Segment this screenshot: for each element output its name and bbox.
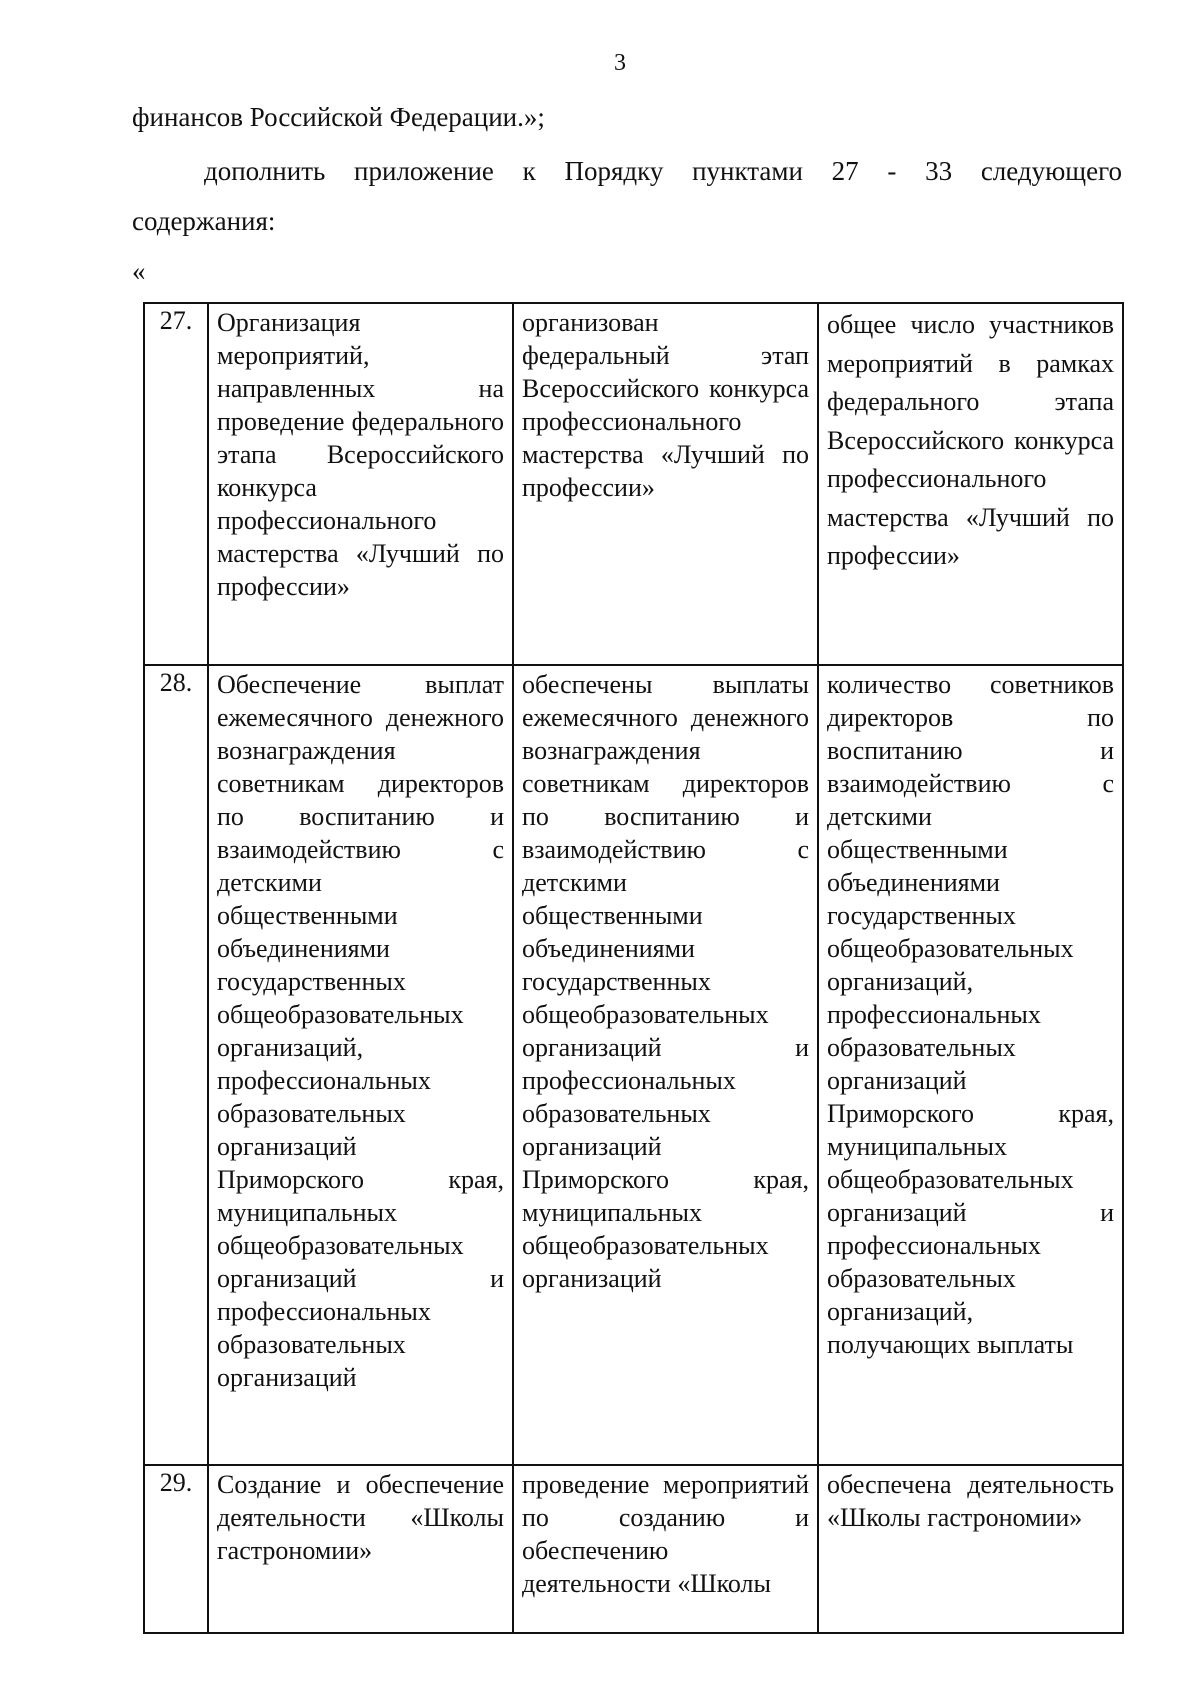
intro-line-1: финансов Российской Федерации.»; [132,102,545,132]
intro-line-2: дополнить приложение к Порядку пунктами 27 - 33 следующего [204,156,1122,186]
indicator-cell: общее число участников мероприятий в рамках федерального этапа Всероссийского конкурса профессионального мастерства «Лучший по профессии» [827,310,1114,570]
row-number: 29. [144,1465,208,1633]
result-cell: организован федеральный этап Всероссийского конкурса профессионального мастерства «Лучший по профессии» [522,308,809,502]
appendix-table [143,302,1124,1634]
event-name-cell: Обеспечение выплат ежемесячного денежного вознаграждения советникам директоров по воспитанию и взаимодействию с детскими общественными объединениями государственных общеобразовательных организаций, профессиональных образовательных организаций Приморского края, муниципальных общеобразовательных организаций и профессиональных образовательных организаций [217,670,504,1392]
result-cell: проведение мероприятий по созданию и обеспечению деятельности «Школы [522,1470,809,1598]
row-number: 28. [144,665,208,1465]
event-name-cell: Организация мероприятий, направленных на проведение федерального этапа Всероссийского конкурса профессионального мастерства «Лучший по профессии» [217,308,504,601]
row-number: 27. [144,303,208,665]
indicator-cell: количество советников директоров по воспитанию и взаимодействию с детскими общественными объединениями государственных общеобразовательных организаций, профессиональных образовательных организаций Приморского края, муниципальных общеобразовательных организаций и профессиональных образовательных организаций, получающих выплаты [827,670,1114,1359]
table-row [144,665,1123,1465]
table-row [144,303,1123,665]
table-row [144,1465,1123,1633]
page-number: 3 [614,50,626,76]
indicator-cell: обеспечена деятельность «Школы гастрономии» [827,1470,1114,1532]
result-cell: обеспечены выплаты ежемесячного денежного вознаграждения советникам директоров по воспитанию и взаимодействию с детскими общественными объединениями государственных общеобразовательных организаций и профессиональных образовательных организаций Приморского края, муниципальных общеобразовательных организаций [522,670,809,1293]
event-name-cell: Создание и обеспечение деятельности «Школы гастрономии» [217,1470,504,1565]
opening-quote-mark: « [132,256,146,286]
intro-line-3: содержания: [132,206,276,236]
